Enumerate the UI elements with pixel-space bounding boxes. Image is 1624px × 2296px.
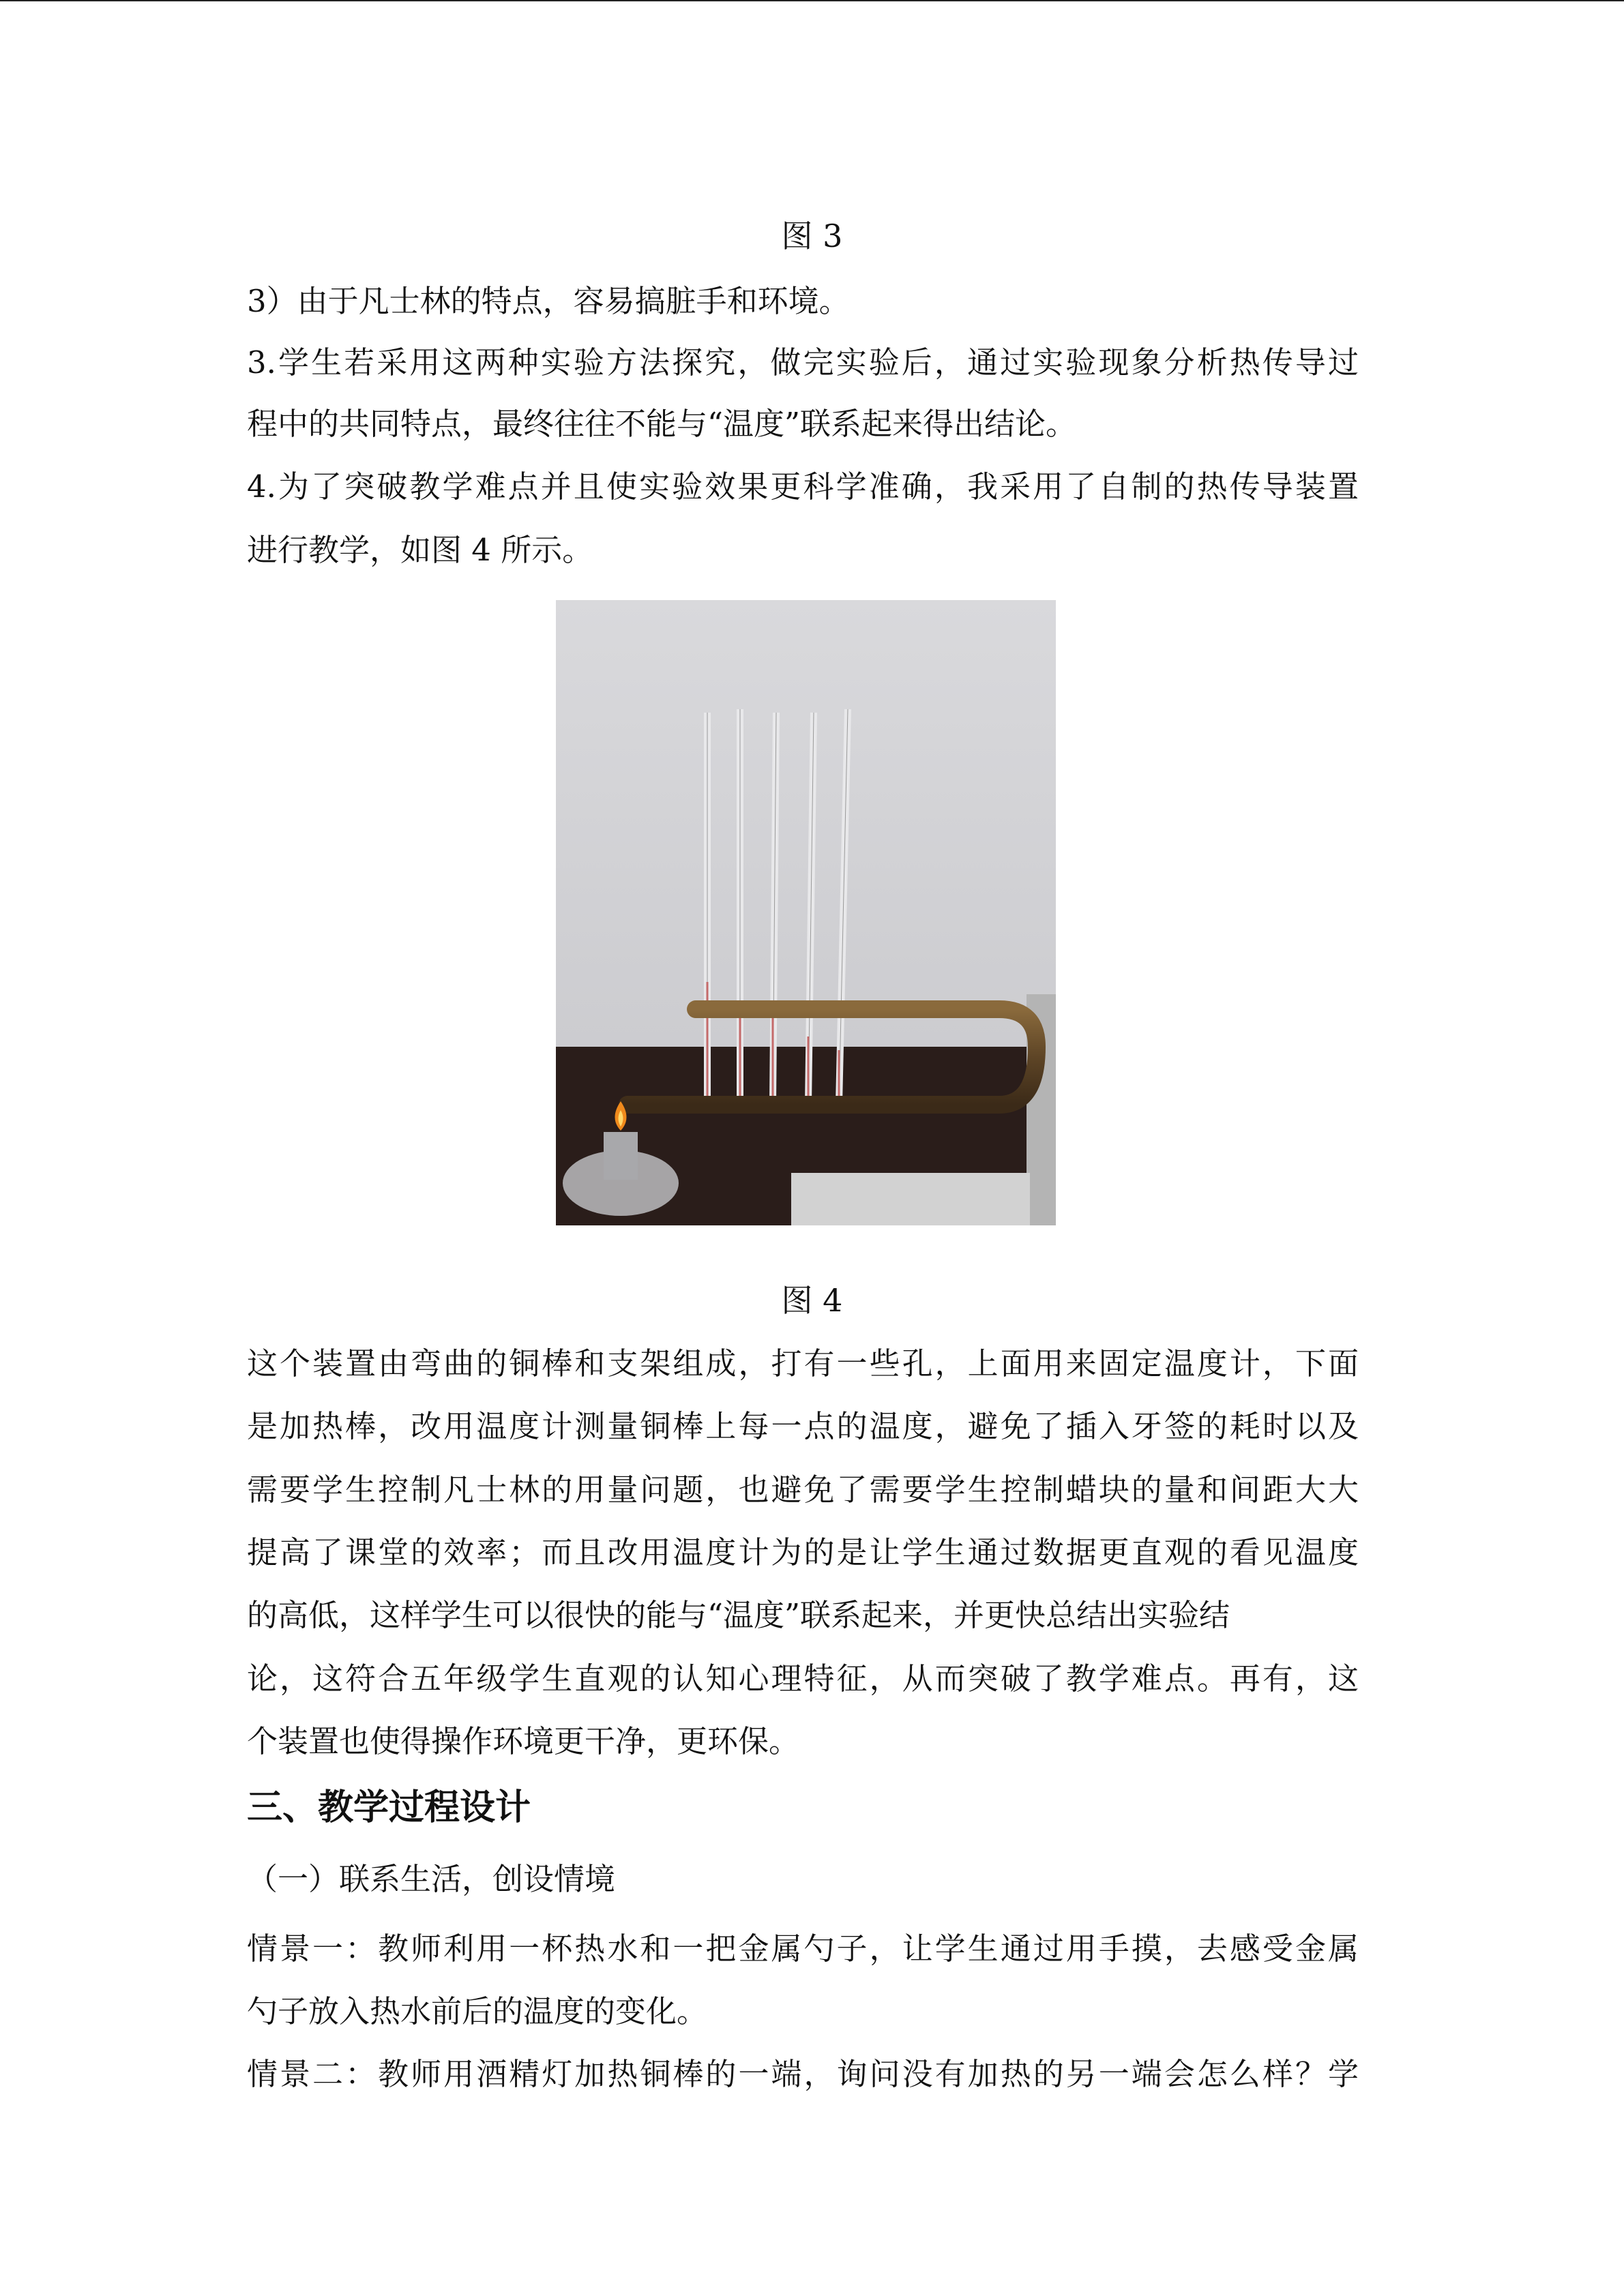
paragraph-line: 提高了课堂的效率；而且改用温度计为的是让学生通过数据更直观的看见温度 — [247, 1534, 1359, 1570]
figure-4-caption: 图 4 — [781, 1282, 843, 1319]
paragraph-line: 4.为了突破教学难点并且使实验效果更科学准确，我采用了自制的热传导装置 — [247, 468, 1359, 505]
paragraph-line: 论，这符合五年级学生直观的认知心理特征，从而突破了教学难点。再有，这 — [247, 1660, 1359, 1697]
photo-lamp-neck — [604, 1132, 638, 1180]
paragraph-line: 3.学生若采用这两种实验方法探究，做完实验后，通过实验现象分析热传导过 — [247, 344, 1359, 381]
paragraph-line: 情景二：教师用酒精灯加热铜棒的一端，询问没有加热的另一端会怎么样？学 — [247, 2056, 1359, 2092]
paragraph-line: 需要学生控制凡士林的用量问题，也避免了需要学生控制蜡块的量和间距大大 — [247, 1472, 1359, 1508]
section-heading: 三、教学过程设计 — [247, 1787, 531, 1828]
paragraph-line: 3）由于凡士林的特点，容易搞脏手和环境。 — [247, 283, 850, 319]
paragraph-line: 的高低，这样学生可以很快的能与“温度”联系起来，并更快总结出实验结 — [247, 1597, 1230, 1633]
paragraph-line: 个装置也使得操作环境更干净，更环保。 — [247, 1723, 800, 1759]
figure-4-photo — [556, 600, 1056, 1225]
figure-3-caption: 图 3 — [781, 218, 843, 254]
paragraph-line: 进行教学，如图 4 所示。 — [247, 532, 593, 568]
paragraph-line: 情景一：教师利用一杯热水和一把金属勺子，让学生通过用手摸，去感受金属 — [247, 1930, 1359, 1967]
paragraph-line: 这个装置由弯曲的铜棒和支架组成，打有一些孔，上面用来固定温度计，下面 — [247, 1345, 1359, 1382]
paragraph-line: 勺子放入热水前后的温度的变化。 — [247, 1993, 708, 2029]
paragraph-line: 是加热棒，改用温度计测量铜棒上每一点的温度，避免了插入牙签的耗时以及 — [247, 1408, 1359, 1444]
subsection-heading: （一）联系生活，创设情境 — [247, 1861, 616, 1897]
paragraph-line: 程中的共同特点，最终往往不能与“温度”联系起来得出结论。 — [247, 406, 1077, 442]
photo-base-block — [791, 1173, 1030, 1225]
